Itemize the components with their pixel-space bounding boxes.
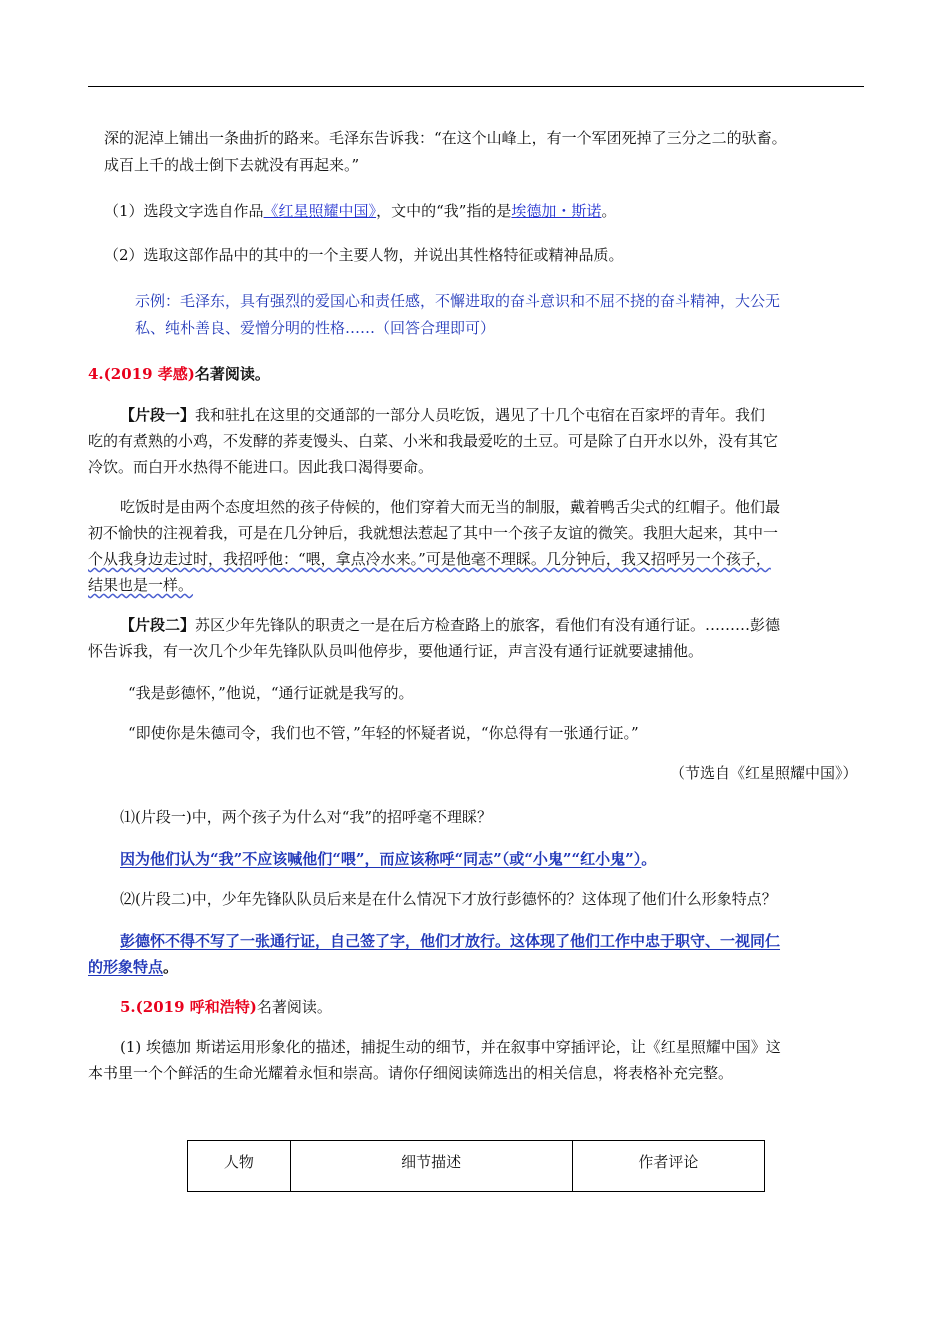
q4-source: (2019 孝感) [103, 365, 195, 383]
q4-number: 4. [88, 365, 104, 383]
q5-title: 名著阅读。 [256, 998, 332, 1016]
q4-sub2-answer-line [88, 954, 178, 980]
info-table [187, 1140, 765, 1192]
q5-number: 5. [120, 998, 136, 1016]
q4-sub1-answer-end: 。 [641, 850, 657, 868]
frag1-p2-line: 个从我身边走过时，我招呼他：“喂，拿点冷水来。”可是他毫不理睬。几分钟后，我又招呼另一个孩子， [88, 550, 771, 568]
person-name-link[interactable]: 埃德加・斯诺 [511, 202, 602, 220]
q4-heading [88, 361, 270, 387]
q4-sub1-answer-text: 因为他们认为“我”不应该喊他们“喂”，而应该称呼“同志”（或“小鬼”“红小鬼”） [120, 850, 642, 868]
frag1-p2-line: 初不愉快的注视着我，可是在几分钟后，我就想法惹起了其中一个孩子友谊的微笑。我胆大起来，其中一 [88, 524, 779, 542]
q3-answer-line: 私、纯朴善良、爱憎分明的性格……（回答合理即可） [135, 319, 496, 337]
q3-answer-line: 示例：毛泽东，具有强烈的爱国心和责任感，不懈进取的奋斗意识和不屈不挠的奋斗精神，大公无 [135, 292, 781, 310]
source-note: （节选自《红星照耀中国》） [670, 764, 858, 782]
q5-sub1-line: (1) 埃德加 斯诺运用形象化的描述，捕捉生动的细节，并在叙事中穿插评论，让《红星照耀中国》这 [120, 1038, 781, 1056]
header-rule [88, 86, 864, 87]
frag2-dialogue: “我是彭德怀，”他说，“通行证就是我写的。 [128, 684, 414, 702]
q4-sub1-answer [120, 846, 656, 872]
frag1-line: 吃的有煮熟的小鸡，不发酵的荞麦馒头、白菜、小米和我最爱吃的土豆。可是除了白开水以外，没有其它 [88, 432, 779, 450]
frag2-text: 苏区少年先锋队的职责之一是在后方检查路上的旅客，看他们有没有通行证。………彭德 [195, 616, 781, 634]
table-header-cell: 作者评论 [572, 1141, 764, 1192]
passage-line: 成百上千的战士倒下去就没有再起来。” [104, 156, 360, 174]
frag2-label: 【片段二】 [120, 616, 196, 634]
book-title-link[interactable]: 《红星照耀中国》 [263, 202, 377, 220]
table-header-row [188, 1141, 765, 1192]
frag1-line [88, 402, 765, 428]
frag1-p2-line: 结果也是一样。 [88, 576, 194, 594]
q4-sub2-answer-text: 的形象特点 [88, 958, 164, 976]
q3-sub2: （2）选取这部作品中的其中的一个主要人物，并说出其性格特征或精神品质。 [104, 246, 624, 264]
q4-sub2: ⑵(片段二)中，少年先锋队队员后来是在什么情况下才放行彭德怀的？这体现了他们什么形象特点？ [120, 890, 777, 908]
q4-sub2-answer-line: 彭德怀不得不写了一张通行证，自己签了字，他们才放行。这体现了他们工作中忠于职守、一视同仁 [120, 932, 781, 950]
q3-sub1-end: 。 [601, 202, 617, 220]
q3-sub1 [104, 198, 616, 224]
q5-heading [120, 994, 332, 1020]
frag1-p2-line: 吃饭时是由两个态度坦然的孩子侍候的，他们穿着大而无当的制服，戴着鸭舌尖式的红帽子。他们最 [120, 498, 781, 516]
table-header-cell: 人物 [188, 1141, 291, 1192]
q4-sub2-answer-end: 。 [163, 958, 179, 976]
q4-title: 名著阅读。 [194, 365, 270, 383]
q3-sub1-mid: ，文中的“我”指的是 [376, 202, 512, 220]
frag2-line [120, 612, 780, 638]
table-header-cell: 细节描述 [290, 1141, 572, 1192]
frag1-label: 【片段一】 [120, 406, 196, 424]
frag1-line: 冷饮。而白开水热得不能进口。因此我口渴得要命。 [88, 458, 434, 476]
frag2-dialogue: “即使你是朱德司令，我们也不管，”年轻的怀疑者说，“你总得有一张通行证。” [128, 724, 639, 742]
passage-line: 深的泥淖上铺出一条曲折的路来。毛泽东告诉我：“在这个山峰上，有一个军团死掉了三分之二的驮畜。 [104, 129, 787, 147]
q5-source: (2019 呼和浩特) [135, 998, 257, 1016]
q4-sub1: ⑴(片段一)中，两个孩子为什么对“我”的招呼毫不理睬？ [120, 808, 493, 826]
q3-sub1-prefix: （1）选段文字选自作品 [104, 202, 264, 220]
frag1-text: 我和驻扎在这里的交通部的一部分人员吃饭，遇见了十几个屯宿在百家坪的青年。我们 [195, 406, 766, 424]
q5-sub1-line: 本书里一个个鲜活的生命光耀着永恒和崇高。请你仔细阅读筛选出的相关信息，将表格补充完整。 [88, 1064, 734, 1082]
frag2-line: 怀告诉我，有一次几个少年先锋队队员叫他停步，要他通行证，声言没有通行证就要逮捕他。 [88, 642, 704, 660]
